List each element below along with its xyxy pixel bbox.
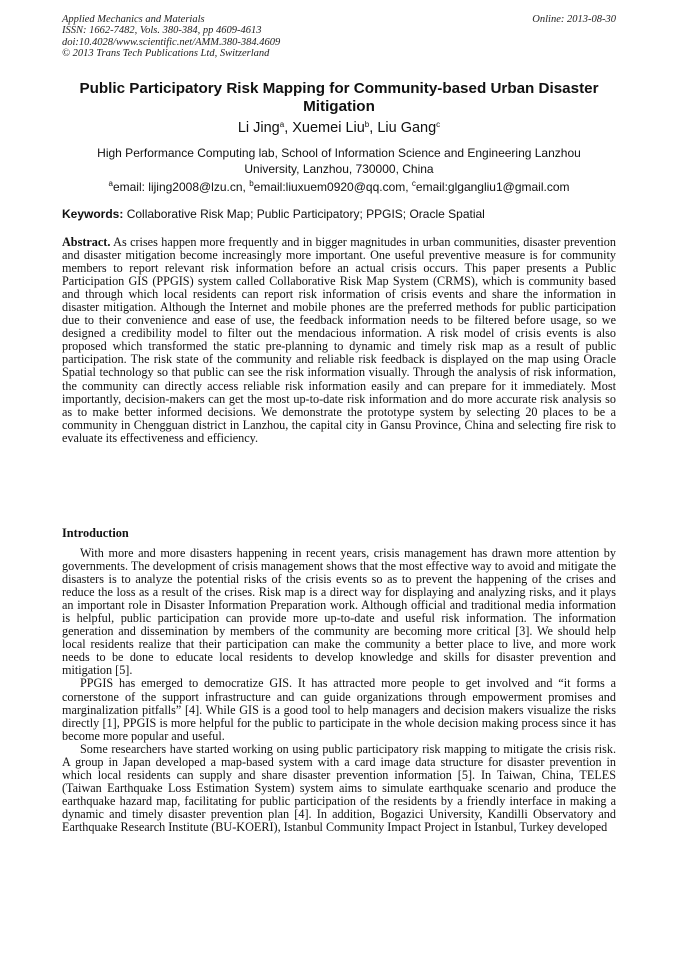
paragraph: With more and more disasters happening in recent years, crisis management has drawn more attention by governments. The development of crisis management shows that the most effective way to avoid and mitigate the disasters is to analyze the potential risks of the crisis events so as to prevent the happening of the crises and reduce the loss as a result of the crises. Risk map is a direct way for displaying and analyzing risks, and it plays an important role in Disaster Information Preparation work. Although official and traditional media information is helpful, public participation can provide more up-to-date and useful risk information. The information generation and dissemination by members of the community are becoming more critical [3]. We should help local residents realize that their participation can make the community a better place to live, and more work needs to be done to educate local residents to develop knowledge and skills for disaster prevention and mitigation [5]. (62, 546, 616, 678)
author-superscript: b (364, 120, 370, 129)
author-superscript: a (279, 120, 285, 129)
email-superscript: a (108, 179, 113, 188)
keywords (62, 207, 616, 222)
affiliation (62, 146, 616, 177)
affiliation-line: High Performance Computing lab, School of Information Science and Engineering Lanzhou (97, 146, 581, 160)
paragraph: PPGIS has emerged to democratize GIS. It has attracted more people to get involved and “it forms a cornerstone of the support infrastructure and can guide organizations through empowerment promises and marginalization pitfalls” [4]. While GIS is a good tool to help managers and decision makers visualize the risks directly [1], PPGIS is more helpful for the public to participate in the whole decision making process since it has become more popular and useful. (62, 676, 616, 743)
affiliation-line: University, Lanzhou, 730000, China (244, 161, 434, 176)
abstract (62, 236, 616, 445)
paper-title: Public Participatory Risk Mapping for Community-based Urban Disaster Mitigation (79, 80, 599, 115)
doi-line: doi:10.4028/www.scientific.net/AMM.380-384.4609 (62, 36, 281, 48)
email-list (62, 180, 616, 195)
email-address: email:liuxuem0920@qq.com, (253, 180, 409, 194)
abstract-label: Abstract. (62, 235, 111, 249)
keywords-label: Keywords: (62, 207, 124, 221)
online-date: Online: 2013-08-30 (532, 14, 616, 25)
copyright-line: © 2013 Trans Tech Publications Ltd, Switzerland (62, 48, 270, 60)
email-superscript: c (411, 179, 416, 188)
section-heading-introduction: Introduction (62, 526, 129, 540)
author-name: Li Jing (237, 120, 280, 136)
introduction-body (62, 547, 616, 834)
author-superscript: c (436, 120, 441, 129)
keywords-text: Collaborative Risk Map; Public Participatory; PPGIS; Oracle Spatial (126, 207, 485, 221)
author-name: Xuemei Liu (292, 120, 365, 136)
email-address: email: lijing2008@lzu.cn, (112, 180, 246, 194)
abstract-text: As crises happen more frequently and in bigger magnitudes in urban communities, disaster prevention and disaster mitigation become increasingly more important. One useful preventive measure is for community members to report relevant risk information before an actual crisis occurs. This paper presents a Public Participation GIS (PPGIS) system called Collaborative Risk Map System (CRMS), which is community based and through which local residents can report risk information of crisis events and share the information in disaster mitigation. Although the Internet and mobile phones are the preferred methods for public participation due to their convenience and ease of use, the feedback information needs to be filtered before usage, so we designed a credibility model to filter out the mendacious information. A risk model of crisis events is also proposed which transformed the static pre-planning to dynamic and timely risk map as a result of public participation. The risk state of the community and reliable risk feedback is displayed on the map using Oracle Spatial technology so that public can see the risk information visually. Through the analysis of risk information, the community can directly access reliable risk information easily and can prepare for it immediately. Most importantly, decision-makers can get the most up-to-date risk information and do more accurate risk analysis so as to make better informed decisions. We demonstrate the prototype system by selecting 20 places to be a community in Chengguan district in Lanzhou, the capital city in Gansu Province, China and selecting fire risk to evaluate its effectiveness and efficiency. (62, 235, 616, 445)
issn-line: ISSN: 1662-7482, Vols. 380-384, pp 4609-4613 (62, 25, 262, 37)
author-list: Li Jing$^a$, Xuemei Liu$^b$, Liu Gang$^c$ (237, 120, 441, 136)
email-superscript: b (249, 179, 254, 188)
author-name: Liu Gang (377, 120, 437, 136)
running-header (62, 14, 616, 60)
email-address: email:glgangliu1@gmail.com (415, 180, 570, 194)
paragraph: Some researchers have started working on using public participatory risk mapping to mitigate the crisis risk. A group in Japan developed a map-based system with a card image data structure for disaster prevention in which local residents can supply and share disaster prevention information [5]. In Taiwan, China, TELES (Taiwan Earthquake Loss Estimation System) system aims to simulate earthquake scenario and produce the earthquake hazard map, facilitating for public participation of the residents by a friendly interface in making a dynamic and timely disaster prevention plan [4]. In addition, Bogazici University, Kandilli Observatory and Earthquake Research Institute (BU-KOERI), Istanbul Community Impact Project in Istanbul, Turkey developed (62, 741, 616, 834)
journal-name: Applied Mechanics and Materials (62, 14, 205, 25)
